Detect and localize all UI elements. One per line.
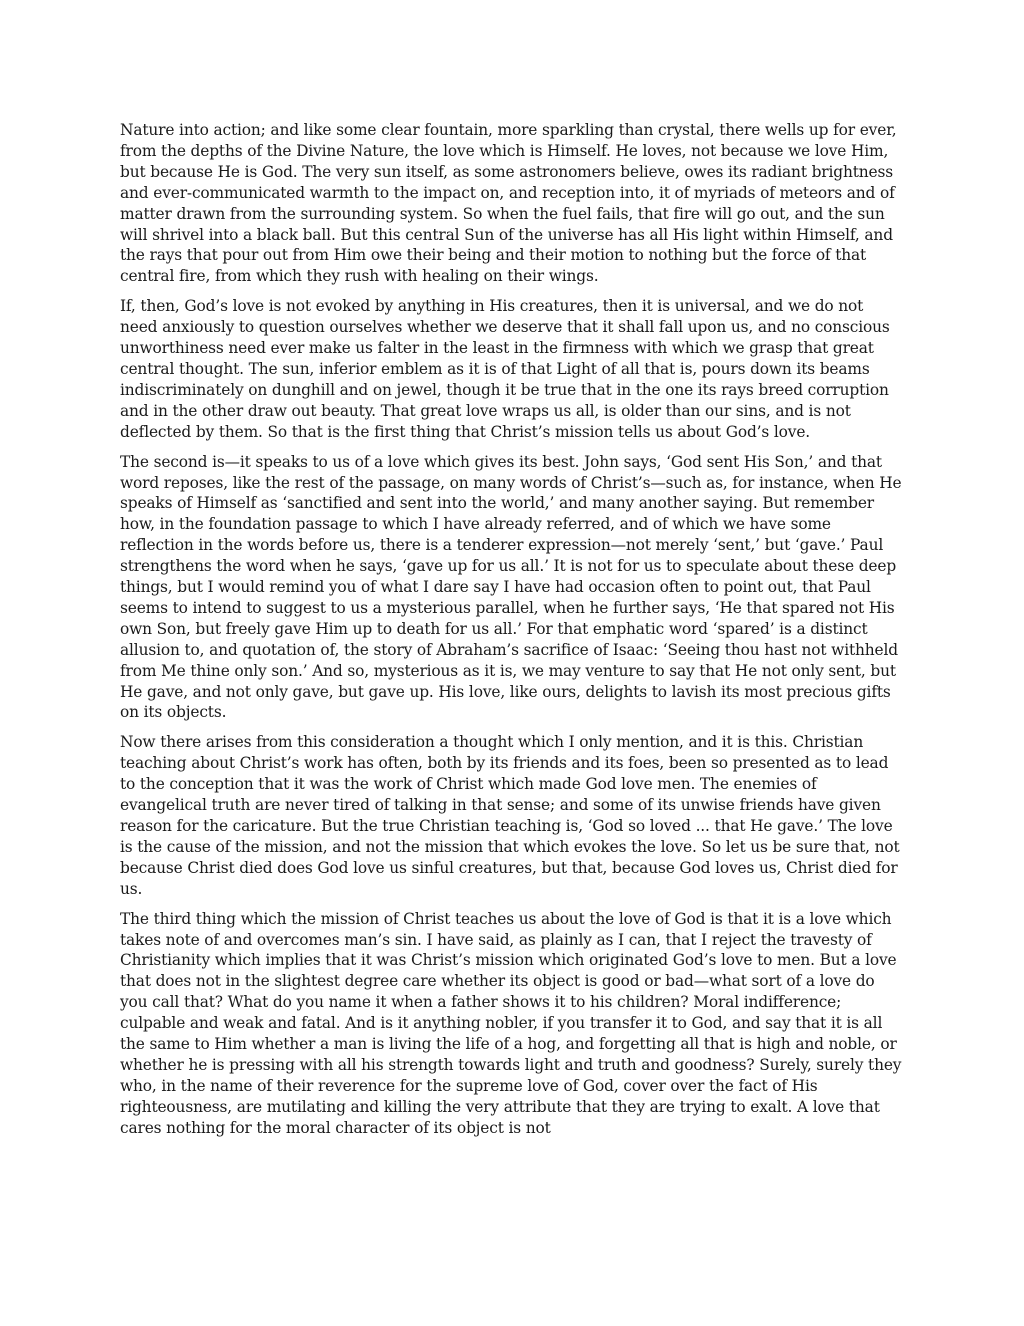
document-page [120,120,904,1148]
paragraph-1: Nature into action; and like some clear fountain, more sparkling than crystal, there wells up for ever, from the depths of the Divine Nature, the love which is Himself. He loves, not because we love Him, but because He is God. The very sun itself, as some astronomers believe, owes its radiant brightness and ever-communicated warmth to the impact on, and reception into, it of myriads of meteors and of matter drawn from the surrounding system. So when the fuel fails, that fire will go out, and the sun will shrivel into a black ball. But this central Sun of the universe has all His light within Himself, and the rays that pour out from Him owe their being and their motion to nothing but the force of that central fire, from which they rush with healing on their wings. [120,121,897,286]
paragraph-4: Now there arises from this consideration a thought which I only mention, and it is this. Christian teaching about Christ’s work has often, both by its friends and its foes, been so presented as to lead to the conception that it was the work of Christ which made God love men. The enemies of evangelical truth are never tired of talking in that sense; and some of its unwise friends have given reason for the caricature. But the true Christian teaching is, ‘God so loved ... that He gave.’ The love is the cause of the mission, and not the mission that which evokes the love. So let us be sure that, not because Christ died does God love us sinful creatures, but that, because God loves us, Christ died for us. [120,733,900,898]
paragraph-3: The second is—it speaks to us of a love which gives its best. John says, ‘God sent His Son,’ and that word reposes, like the rest of the passage, on many words of Christ’s—such as, for instance, when He speaks of Himself as ‘sanctified and sent into the world,’ and many another saying. But remember how, in the foundation passage to which I have already referred, and of which we have some reflection in the words before us, there is a tenderer expression—not merely ‘sent,’ but ‘gave.’ Paul strengthens the word when he says, ‘gave up for us all.’ It is not for us to speculate about these deep things, but I would remind you of what I dare say I have had occasion often to point out, that Paul seems to intend to suggest to us a mysterious parallel, when he further says, ‘He that spared not His own Son, but freely gave Him up to death for us all.’ For that emphatic word ‘spared’ is a distinct allusion to, and quotation of, the story of Abraham’s sacrifice of Isaac: ‘Seeing thou hast not withheld from Me thine only son.’ And so, mysterious as it is, we may venture to say that He not only sent, but He gave, and not only gave, but gave up. His love, like ours, delights to lavish its most precious gifts on its objects. [120,452,902,722]
paragraph-5: The third thing which the mission of Christ teaches us about the love of God is that it is a love which takes note of and overcomes man’s sin. I have said, as plainly as I can, that I reject the travesty of Christianity which implies that it was Christ’s mission which originated God’s love to men. But a love that does not in the slightest degree care whether its object is good or bad—what sort of a love do you call that? What do you name it when a father shows it to his children? Moral indifference; culpable and weak and fatal. And is it anything nobler, if you transfer it to God, and say that it is all the same to Him whether a man is living the life of a hog, and forgetting all that is high and noble, or whether he is pressing with all his strength towards light and truth and goodness? Surely, surely they who, in the name of their reverence for the supreme love of God, cover over the fact of His righteousness, are mutilating and killing the very attribute that they are trying to exalt. A love that cares nothing for the moral character of its object is not [120,909,902,1137]
paragraph-2: If, then, God’s love is not evoked by anything in His creatures, then it is universal, and we do not need anxiously to question ourselves whether we deserve that it shall fall upon us, and no conscious unworthiness need ever make us falter in the least in the firmness with which we grasp that great central thought. The sun, inferior emblem as it is of that Light of all that is, pours down its beams indiscriminately on dunghill and on jewel, though it be true that in the one its rays breed corruption and in the other draw out beauty. That great love wraps us all, is older than our sins, and is not deflected by them. So that is the first thing that Christ’s mission tells us about God’s love. [120,297,890,441]
